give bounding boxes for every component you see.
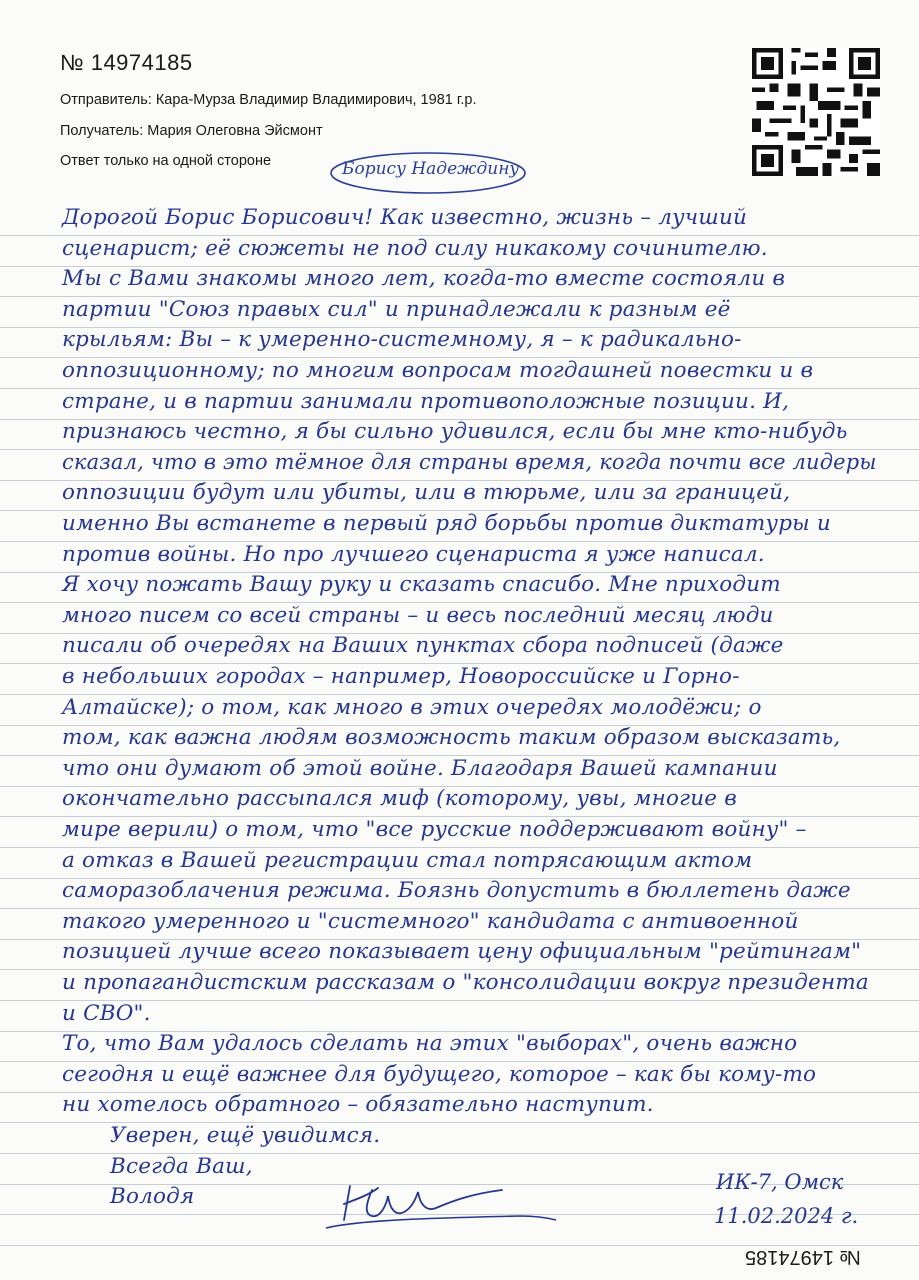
recipient-line: Получатель: Мария Олеговна Эйсмонт <box>60 123 323 139</box>
rotated-document-number: № 14974185 <box>745 1246 861 1268</box>
letter-line: Мы с Вами знакомы много лет, когда-то вместе состояли в <box>62 266 786 292</box>
letter-line: Дорогой Борис Борисович! Как известно, жизнь – лучший <box>62 205 748 230</box>
letter-line: сказал, что в это тёмное для страны время, когда почти все лидеры <box>62 449 877 475</box>
letter-line: ни хотелось обратного – обязательно наступит. <box>62 1092 654 1118</box>
letter-line: позицией лучше всего показывает цену официальным "рейтингам" <box>62 939 862 965</box>
handwritten-signature <box>320 1168 560 1238</box>
letter-line: оппозиционному; по многим вопросам тогдашней повестки и в <box>62 358 814 383</box>
letter-line: такого умеренного и "системного" кандидата с антивоенной <box>62 908 799 934</box>
letter-line: оппозиции будут или убиты, или в тюрьме, или за границей, <box>62 480 791 506</box>
sender-line: Отправитель: Кара-Мурза Владимир Владимирович, 1981 г.р. <box>60 92 477 108</box>
qr-code-icon <box>752 48 880 176</box>
letter-line: Володя <box>110 1184 195 1210</box>
letter-line: признаюсь честно, я бы сильно удивился, если бы мне кто-нибудь <box>62 419 848 445</box>
letter-line: саморазоблачения режима. Боязнь допустить в бюллетень даже <box>62 878 851 904</box>
letter-line: мире верили) о том, что "все русские поддерживают войну" – <box>62 817 807 842</box>
letter-line: и пропагандистским рассказам о "консолидации вокруг президента <box>62 970 869 995</box>
letter-line: и СВО". <box>62 1000 151 1026</box>
letter-line: партии "Союз правых сил" и принадлежали к разным её <box>62 296 731 322</box>
letter-line: сценарист; её сюжеты не под силу никакому сочинителю. <box>62 235 768 261</box>
letter-line: против войны. Но про лучшего сценариста я уже написал. <box>62 541 765 567</box>
letter-line: Я хочу пожать Вашу руку и сказать спасибо. Мне приходит <box>62 572 781 598</box>
one-side-notice: Ответ только на одной стороне <box>60 153 272 169</box>
letter-line: стране, и в партии занимали противоположные позиции. И, <box>62 388 790 414</box>
letter-line: а отказ в Вашей регистрации стал потрясающим актом <box>62 847 753 873</box>
letter-line: сегодня и ещё важнее для будущего, которое – как бы кому-то <box>62 1061 817 1087</box>
letter-line: писали об очередях на Ваших пунктах сбора подписей (даже <box>62 633 784 659</box>
letter-line: том, как важна людям возможность таким образом высказать, <box>62 725 841 751</box>
addressee-name: Борису Надеждину <box>342 159 520 179</box>
date-text: 11.02.2024 г. <box>714 1204 859 1228</box>
addressee-box <box>328 150 528 196</box>
letter-line: именно Вы встанете в первый ряд борьбы против диктатуры и <box>62 511 831 536</box>
letter-line: много писем со всей страны – и весь последний месяц люди <box>62 602 774 628</box>
place-text: ИК-7, Омск <box>716 1170 844 1194</box>
letter-line: Алтайске); о том, как много в этих очередях молодёжи; о <box>62 694 762 720</box>
letter-line: То, что Вам удалось сделать на этих "выборах", очень важно <box>62 1031 798 1057</box>
letter-line: Уверен, ещё увидимся. <box>110 1123 381 1148</box>
letter-line: что они думают об этой войне. Благодаря Вашей кампании <box>62 755 778 781</box>
letter-line: окончательно рассыпался миф (которому, увы, многие в <box>62 786 737 812</box>
letter-line: крыльям: Вы – к умеренно-системному, я – к радикально- <box>62 327 742 353</box>
letter-line: Всегда Ваш, <box>110 1153 253 1179</box>
document-number: № 14974185 <box>60 50 193 75</box>
letter-line: в небольших городах – например, Новороссийске и Горно- <box>62 664 740 689</box>
